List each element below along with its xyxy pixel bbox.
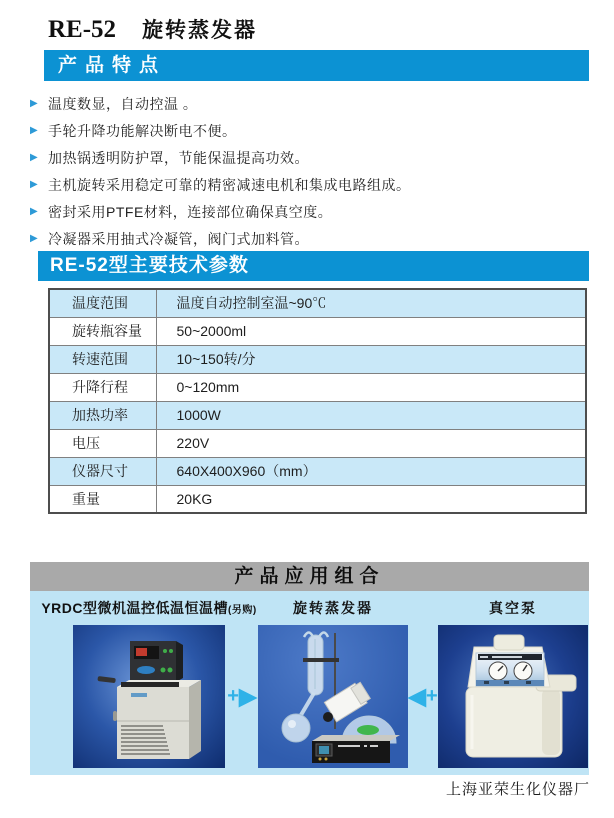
spec-value: 220V bbox=[156, 429, 586, 457]
spec-value: 10~150转/分 bbox=[156, 345, 586, 373]
bullet-triangle-icon: ▶ bbox=[30, 125, 38, 136]
spec-value: 50~2000ml bbox=[156, 317, 586, 345]
page-title bbox=[48, 14, 257, 44]
table-row bbox=[49, 373, 586, 401]
bullet-triangle-icon: ▶ bbox=[30, 206, 38, 217]
feature-text: 温度数显，自动控温 。 bbox=[48, 95, 198, 112]
feature-text: 加热锅透明防护罩，节能保温提高功效。 bbox=[48, 149, 309, 166]
chiller-product-image bbox=[73, 625, 225, 768]
product-label-chiller: YRDC型微机温控低温恒温槽(另购) bbox=[41, 600, 257, 616]
feature-item bbox=[30, 204, 411, 219]
spec-label: 旋转瓶容量 bbox=[49, 317, 156, 345]
table-row bbox=[49, 457, 586, 485]
feature-text: 冷凝器采用抽式冷凝管，阀门式加料管。 bbox=[48, 230, 309, 247]
combo-heading-banner bbox=[30, 562, 589, 591]
manufacturer-name: 上海亚荣生化仪器厂 bbox=[445, 781, 590, 798]
bullet-triangle-icon: ▶ bbox=[30, 179, 38, 190]
specs-heading: RE-52型主要技术参数 bbox=[50, 255, 249, 276]
chiller-illustration bbox=[73, 625, 225, 768]
combo-panel bbox=[30, 591, 589, 775]
product-label-vacuum-pump: 真空泵 bbox=[489, 600, 537, 616]
spec-label: 转速范围 bbox=[49, 345, 156, 373]
feature-item bbox=[30, 96, 411, 111]
table-row bbox=[49, 485, 586, 513]
product-label-rotary-evaporator: 旋转蒸发器 bbox=[293, 600, 373, 616]
product-name: 旋转蒸发器 bbox=[142, 19, 258, 42]
table-row bbox=[49, 317, 586, 345]
table-row bbox=[49, 345, 586, 373]
spec-value: 温度自动控制室温~90℃ bbox=[156, 289, 586, 317]
spec-value: 1000W bbox=[156, 401, 586, 429]
optional-purchase-note: (另购) bbox=[228, 605, 257, 616]
spec-label: 温度范围 bbox=[49, 289, 156, 317]
feature-item bbox=[30, 150, 411, 165]
product-model: RE-52 bbox=[48, 16, 117, 43]
feature-item bbox=[30, 177, 411, 192]
spec-label: 仪器尺寸 bbox=[49, 457, 156, 485]
spec-label: 电压 bbox=[49, 429, 156, 457]
vacuum-pump-product-image bbox=[438, 625, 588, 768]
specs-section-banner bbox=[38, 251, 589, 281]
features-list bbox=[30, 96, 411, 258]
bullet-triangle-icon: ▶ bbox=[30, 233, 38, 244]
plus-right-arrow-icon: +▶ bbox=[227, 683, 257, 709]
spec-value: 0~120mm bbox=[156, 373, 586, 401]
feature-text: 手轮升降功能解决断电不便。 bbox=[48, 122, 237, 139]
table-row bbox=[49, 289, 586, 317]
rotary-evaporator-illustration bbox=[258, 625, 408, 768]
application-combo-section bbox=[30, 562, 589, 775]
left-arrow-plus-icon: ◀+ bbox=[408, 683, 438, 709]
bullet-triangle-icon: ▶ bbox=[30, 152, 38, 163]
bullet-triangle-icon: ▶ bbox=[30, 98, 38, 109]
table-row bbox=[49, 429, 586, 457]
spec-value: 20KG bbox=[156, 485, 586, 513]
spec-label: 升降行程 bbox=[49, 373, 156, 401]
features-section-banner bbox=[44, 50, 589, 81]
rotary-evaporator-product-image bbox=[258, 625, 408, 768]
feature-item bbox=[30, 231, 411, 246]
vacuum-pump-illustration bbox=[438, 625, 588, 768]
combo-heading: 产品应用组合 bbox=[234, 566, 385, 587]
feature-text: 主机旋转采用稳定可靠的精密减速电机和集成电路组成。 bbox=[48, 176, 411, 193]
spec-value: 640X400X960（mm） bbox=[156, 457, 586, 485]
feature-text: 密封采用PTFE材料，连接部位确保真空度。 bbox=[48, 203, 333, 220]
spec-table bbox=[48, 288, 587, 514]
table-row bbox=[49, 401, 586, 429]
feature-item bbox=[30, 123, 411, 138]
spec-label: 加热功率 bbox=[49, 401, 156, 429]
spec-label: 重量 bbox=[49, 485, 156, 513]
features-heading: 产品特点 bbox=[58, 55, 167, 76]
